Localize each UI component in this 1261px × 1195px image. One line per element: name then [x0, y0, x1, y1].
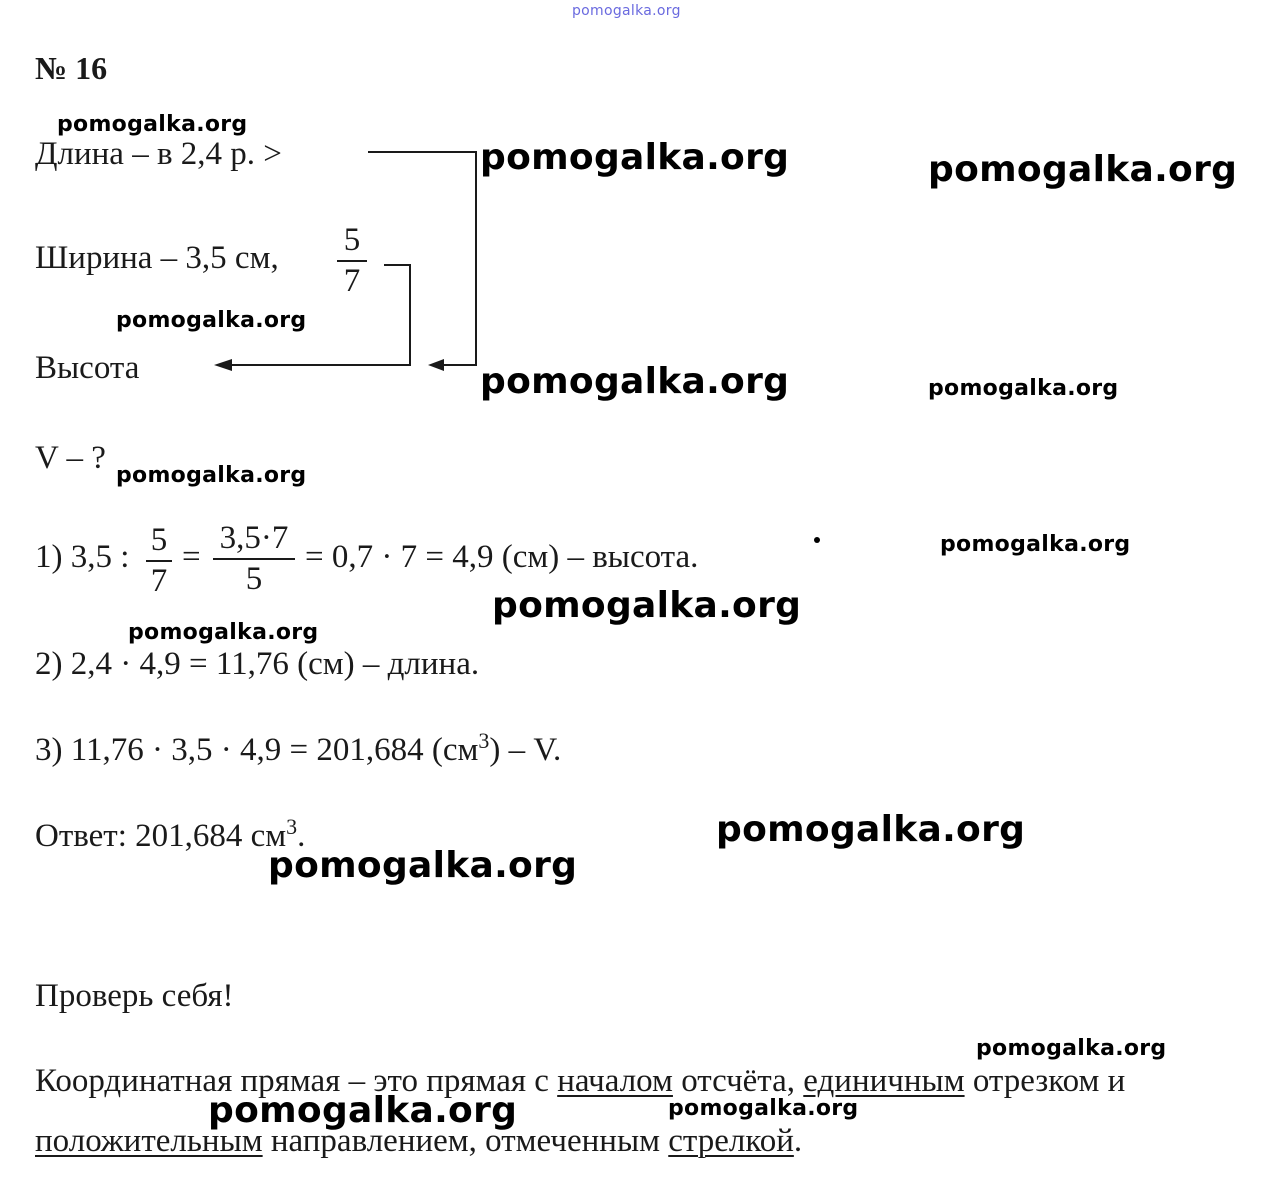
watermark-top: pomogalka.org [572, 3, 681, 19]
watermark: pomogalka.org [668, 1096, 859, 1121]
watermark: pomogalka.org [940, 532, 1131, 557]
step1-fraction-2 [213, 522, 295, 596]
step1-fraction-1 [146, 524, 172, 598]
watermark: pomogalka.org [116, 308, 307, 333]
step3-main: 3) 11,76 · 3,5 · 4,9 = 201,684 (см [35, 732, 479, 768]
watermark: pomogalka.org [928, 376, 1119, 401]
watermark: pomogalka.org [480, 137, 790, 178]
length-to-height-connector [368, 152, 476, 365]
underlined-term-origin: началом [557, 1063, 673, 1099]
answer-exponent: 3 [286, 814, 298, 839]
step1-prefix: 1) 3,5 : [35, 539, 130, 575]
answer-main: Ответ: 201,684 см [35, 818, 287, 854]
watermark: pomogalka.org [976, 1036, 1167, 1061]
underlined-term-positive: положительным [35, 1123, 263, 1159]
arrowhead-width [214, 359, 232, 371]
fraction-bar [213, 558, 295, 560]
answer-tail: . [297, 818, 306, 854]
step3-exponent: 3 [478, 728, 490, 753]
watermark: pomogalka.org [208, 1090, 518, 1131]
fraction-numerator: 5 [150, 522, 168, 558]
definition-text: . [793, 1123, 803, 1159]
step2: 2) 2,4 · 4,9 = 11,76 (см) – длина. [35, 646, 480, 682]
step3 [35, 728, 562, 768]
step3-tail: ) – V. [489, 732, 562, 768]
check-heading: Проверь себя! [35, 978, 234, 1014]
fraction-denominator: 5 [245, 561, 263, 597]
fraction-numerator: 3,5·7 [219, 520, 289, 556]
dot-mark [814, 537, 820, 543]
watermark: pomogalka.org [268, 845, 578, 886]
fraction-denominator: 7 [343, 263, 361, 299]
watermark: pomogalka.org [716, 809, 1026, 850]
step1-equals: = [182, 539, 201, 575]
watermark: pomogalka.org [57, 112, 248, 137]
fraction-denominator: 7 [150, 563, 168, 599]
definition-text: отсчёта, [672, 1063, 804, 1099]
underlined-term-unit: единичным [803, 1063, 965, 1099]
watermark: pomogalka.org [928, 149, 1238, 190]
definition-text: направлением, отмеченным [262, 1123, 669, 1159]
fraction-bar [146, 560, 172, 562]
height-line: Высота [35, 350, 140, 386]
watermark: pomogalka.org [492, 585, 802, 626]
fraction-numerator: 5 [343, 222, 361, 258]
definition-line-1 [35, 1065, 1125, 1098]
length-line: Длина – в 2,4 р. > [35, 136, 282, 172]
watermark: pomogalka.org [480, 361, 790, 402]
width-line: Ширина – 3,5 см, [35, 240, 279, 276]
underlined-term-arrow: стрелкой [668, 1123, 794, 1159]
definition-text: отрезком и [964, 1063, 1126, 1099]
answer [35, 814, 306, 854]
arrowhead-length [428, 359, 444, 371]
step1-result: = 0,7 · 7 = 4,9 (см) – высота. [305, 539, 699, 575]
problem-number: № 16 [35, 50, 108, 86]
watermark: pomogalka.org [128, 620, 319, 645]
watermark: pomogalka.org [116, 463, 307, 488]
definition-text: Координатная прямая – это прямая с [35, 1063, 558, 1099]
question-line: V – ? [35, 440, 106, 476]
